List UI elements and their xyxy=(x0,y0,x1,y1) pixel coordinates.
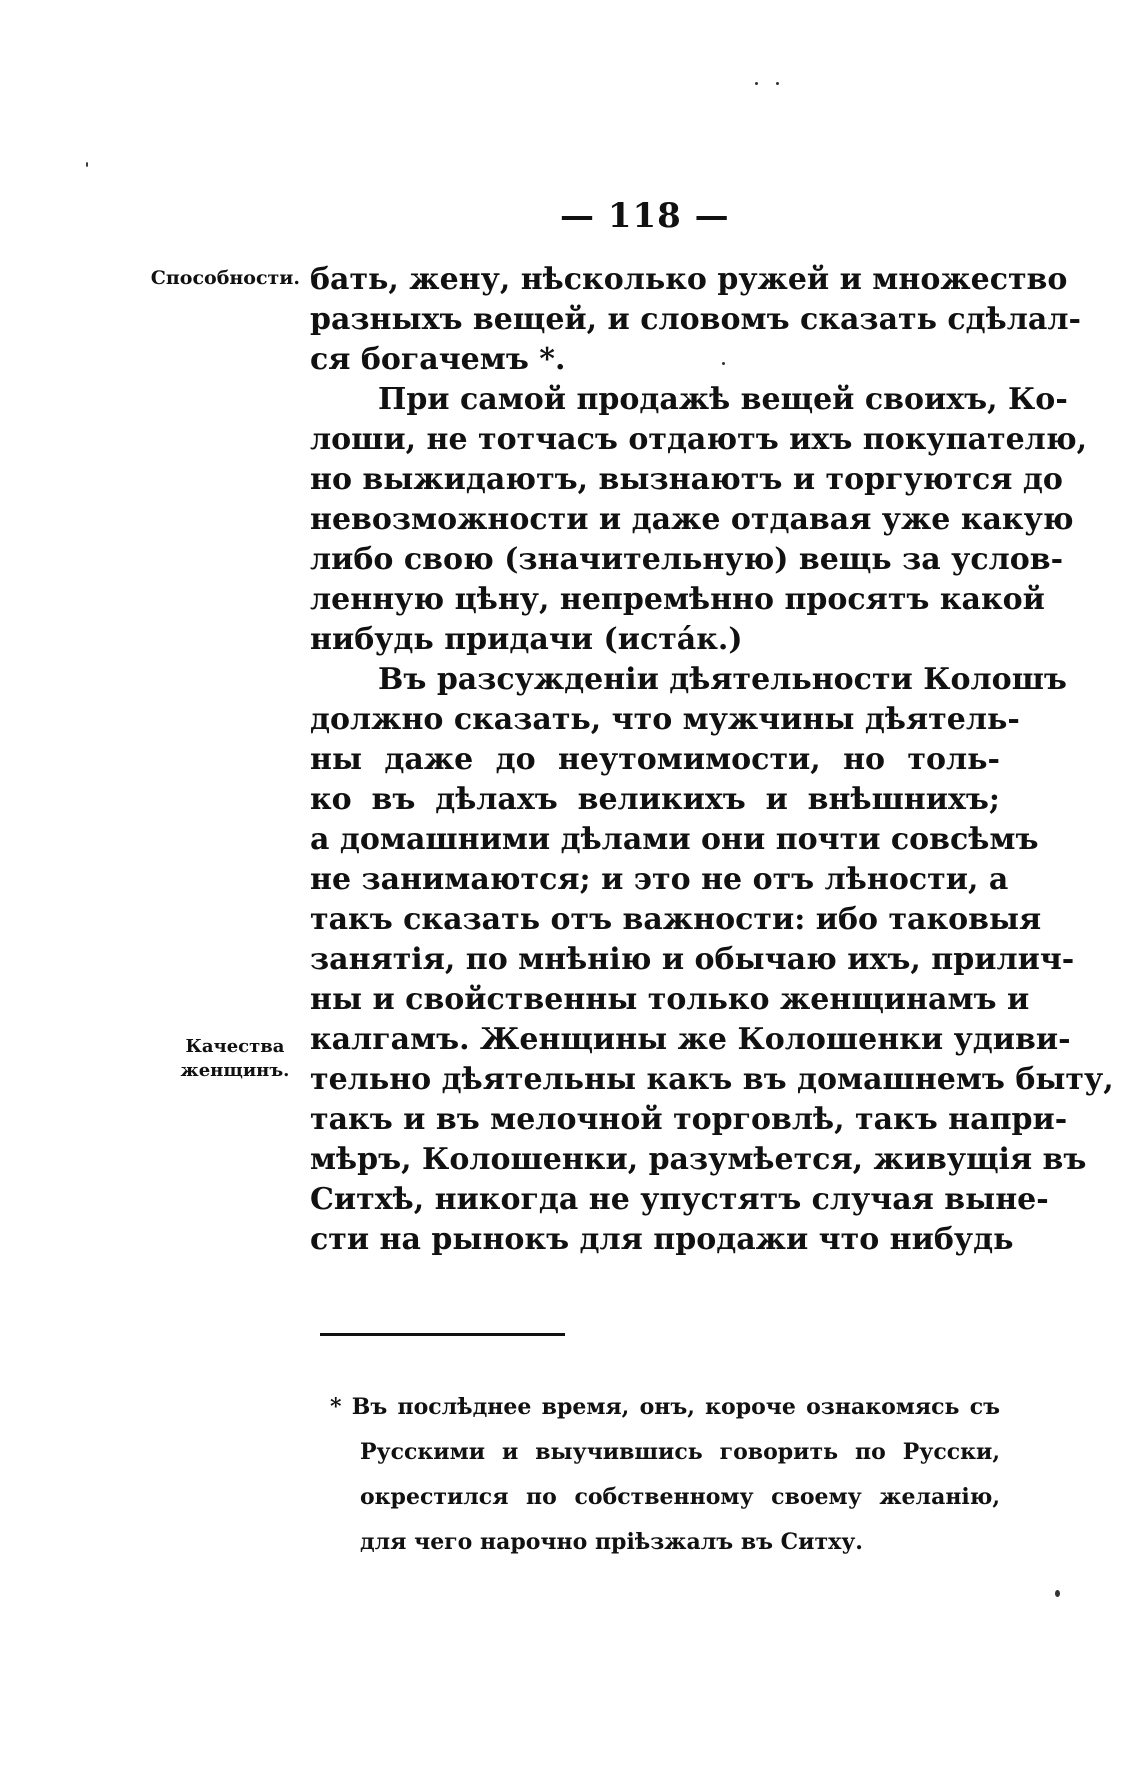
body-line: ны и свойственны только женщинамъ и xyxy=(310,982,1030,1017)
footnote-line: Русскими и выучившись говорить по Русски, xyxy=(360,1439,1000,1465)
body-line: а домашними дѣлами они почти совсѣмъ xyxy=(310,822,1039,857)
body-line: ленную цѣну, непремѣнно просятъ какой xyxy=(310,582,1045,617)
body-line: При самой продажѣ вещей своихъ, Ко- xyxy=(378,382,1068,417)
body-line: ся богачемъ *. xyxy=(310,342,566,377)
scan-speck xyxy=(755,82,758,85)
body-line: должно сказать, что мужчины дѣятель- xyxy=(310,702,1020,737)
body-line: разныхъ вещей, и словомъ сказать сдѣлал- xyxy=(310,302,1081,337)
footnote xyxy=(330,1385,1000,1565)
body-line: нибудь придачи (истáк.) xyxy=(310,622,743,657)
body-line: невозможности и даже отдавая уже какую xyxy=(310,502,1074,537)
body-line: лоши, не тотчасъ отдаютъ ихъ покупателю, xyxy=(310,422,1088,457)
footnote-divider xyxy=(320,1333,565,1336)
body-line: такъ и въ мелочной торговлѣ, такъ напри- xyxy=(310,1102,1068,1137)
body-line: но выжидаютъ, вызнаютъ и торгуются до xyxy=(310,462,1063,497)
body-line: такъ сказать отъ важности: ибо таковыя xyxy=(310,902,1042,937)
margin-note-women-qualities: Качества женщинъ. xyxy=(180,1036,290,1081)
page-number: — 118 — xyxy=(560,196,730,236)
margin-note-abilities: Способности. xyxy=(150,267,300,289)
body-line: мѣръ, Колошенки, разумѣется, живущія въ xyxy=(310,1142,1087,1177)
body-line: Ситхѣ, никогда не упустятъ случая выне- xyxy=(310,1182,1049,1217)
body-line: занятія, по мнѣнію и обычаю ихъ, прилич- xyxy=(310,942,1075,977)
scan-speck xyxy=(722,362,725,365)
body-line: бать, жену, нѣсколько ружей и множество xyxy=(310,262,1068,297)
body-line: тельно дѣятельны какъ въ домашнемъ быту, xyxy=(310,1062,1114,1097)
scan-speck xyxy=(1055,1590,1060,1597)
scan-speck xyxy=(86,162,88,167)
body-line: Въ разсужденіи дѣятельности Колошъ xyxy=(378,662,1067,697)
body-line: не занимаются; и это не отъ лѣности, а xyxy=(310,862,1009,897)
scan-speck xyxy=(776,82,779,85)
footnote-line: для чего нарочно пріѣзжалъ въ Ситху. xyxy=(360,1529,863,1555)
body-line: ко въ дѣлахъ великихъ и внѣшнихъ; xyxy=(310,782,1000,817)
body-line: сти на рынокъ для продажи что нибудь xyxy=(310,1222,1014,1257)
body-text xyxy=(310,260,1114,1260)
body-line: калгамъ. Женщины же Колошенки удиви- xyxy=(310,1022,1071,1057)
footnote-line: * Въ послѣднее время, онъ, короче ознакомясь съ xyxy=(330,1394,1000,1420)
footnote-line: окрестился по собственному своему желанію, xyxy=(360,1484,1000,1510)
body-line: либо свою (значительную) вещь за услов- xyxy=(310,542,1064,577)
body-line: ны даже до неутомимости, но толь- xyxy=(310,742,1000,777)
